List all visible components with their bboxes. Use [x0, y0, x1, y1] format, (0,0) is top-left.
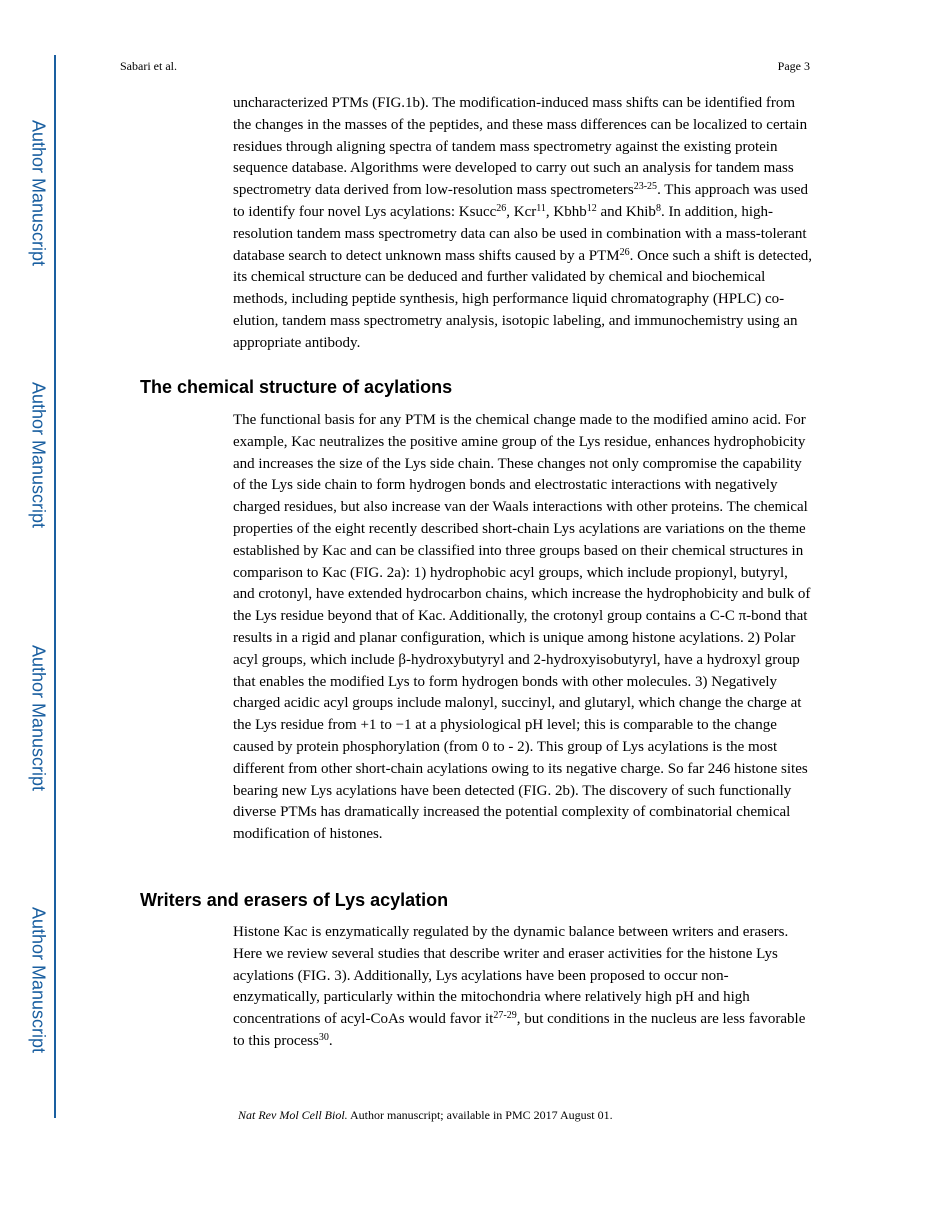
citation[interactable]: 30: [318, 1031, 329, 1043]
paragraph-writers-erasers: Histone Kac is enzymatically regulated by the dynamic balance between writers and erasers. Here we review several studies that describe writer and eraser activities for the histone Lys acylations (FIG. 3). Additionally, Lys acylations have been proposed to occur non-enzymatically, particularly within the mitochondria where relatively high pH and high concentrations of acyl-CoAs would favor $it^{27-29}$, but conditions in the nucleus are less favorable to this process$^{30}$.: [233, 924, 806, 1049]
journal-name: Nat Rev Mol Cell Biol.: [238, 1108, 348, 1122]
footer-note: Author manuscript; available in PMC 2017 August 01.: [347, 1108, 613, 1122]
paragraph-chemical-structure: The functional basis for any PTM is the chemical change made to the modified amino acid. For example, Kac neutralizes the positive amine group of the Lys residue, enhances hydrophobicity and increases the size of the Lys side chain. These changes not only compromise the capability of the Lys side chain to form hydrogen bonds and electrostatic interactions with negatively charged residues, but also increase van der Waals interactions with other proteins. The chemical properties of the eight recently described short-chain Lys acylations are variations on the theme established by Kac and can be classified into three groups based on their chemical structures in comparison to Kac (FIG. 2a): 1) hydrophobic acyl groups, which include propionyl, butyryl, and crotonyl, have extended hydrocarbon chains, which increase the hydrophobicity and bulk of the Lys residue beyond that of Kac. Additionally, the crotonyl group contains a C-C π-bond that results in a rigid and planar configuration, which is unique among histone acylations. 2) Polar acyl groups, which include β-hydroxybutyryl and 2-hydroxyisobutyryl, have a hydroxyl group that enables the modified Lys to form hydrogen bonds with other molecules. 3) Negatively charged acidic acyl groups include malonyl, succinyl, and glutaryl, which change the charge at the Lys residue from +1 to −1 at a physiological pH level; this is comparable to the change caused by protein phosphorylation (from 0 to - 2). This group of Lys acylations is the most different from other short-chain acylations owing to its negative charge. So far 246 histone sites bearing new Lys acylations have been detected (FIG. 2b). The discovery of such functionally diverse PTMs has dramatically increased the potential complexity of combinatorial chemical modification of histones.: [233, 412, 811, 843]
side-label-author-manuscript: Author Manuscript: [28, 906, 49, 1054]
paragraph-ptm-identification: uncharacterized PTMs (FIG.1b). The modification-induced mass shifts can be identified from the changes in the masses of the peptides, and these mass differences can be localized to certain residues through aligning spectra of tandem mass spectrometry against the existing protein sequence database. Algorithms were developed to carry out such an analysis for tandem mass spectrometry data derived from low-resolution mass spectrometers$^{23-25}$. This approach was used to identify four novel Lys acylations: Ksucc$^{26}$, Kcr$^{11}$, Kbhb$^{12}$ and Khib$^8$. In addition, high-resolution tandem mass spectrometry data can also be used in combination with a mass-tolerant database search to detect unknown mass shifts caused by a PTM$^{26}$. Once such a shift is detected, its chemical structure can be deduced and further validated by chemical and biochemical methods, including peptide synthesis, high performance liquid chromatography (HPLC) co-elution, tandem mass spectrometry analysis, isotopic labeling, and immunochemistry using an appropriate antibody.: [233, 95, 813, 351]
citation[interactable]: 27-29: [493, 1010, 517, 1022]
side-label-author-manuscript: Author Manuscript: [28, 381, 49, 529]
citation[interactable]: 26: [496, 202, 507, 214]
running-head-authors: Sabari et al.: [120, 59, 177, 73]
section-heading-chemical-structure: The chemical structure of acylations: [140, 377, 453, 397]
margin-rule: [54, 55, 56, 1118]
side-label-author-manuscript: Author Manuscript: [28, 119, 49, 267]
citation[interactable]: 23-25: [633, 181, 658, 193]
citation[interactable]: 8: [655, 202, 661, 214]
citation[interactable]: 11: [536, 202, 546, 214]
side-label-author-manuscript: Author Manuscript: [28, 644, 49, 792]
page-footer: [238, 1108, 613, 1123]
running-head-page-number: Page 3: [777, 59, 810, 73]
citation[interactable]: 12: [586, 202, 597, 214]
citation[interactable]: 26: [619, 246, 630, 258]
section-heading-writers-erasers: Writers and erasers of Lys acylation: [140, 890, 449, 910]
